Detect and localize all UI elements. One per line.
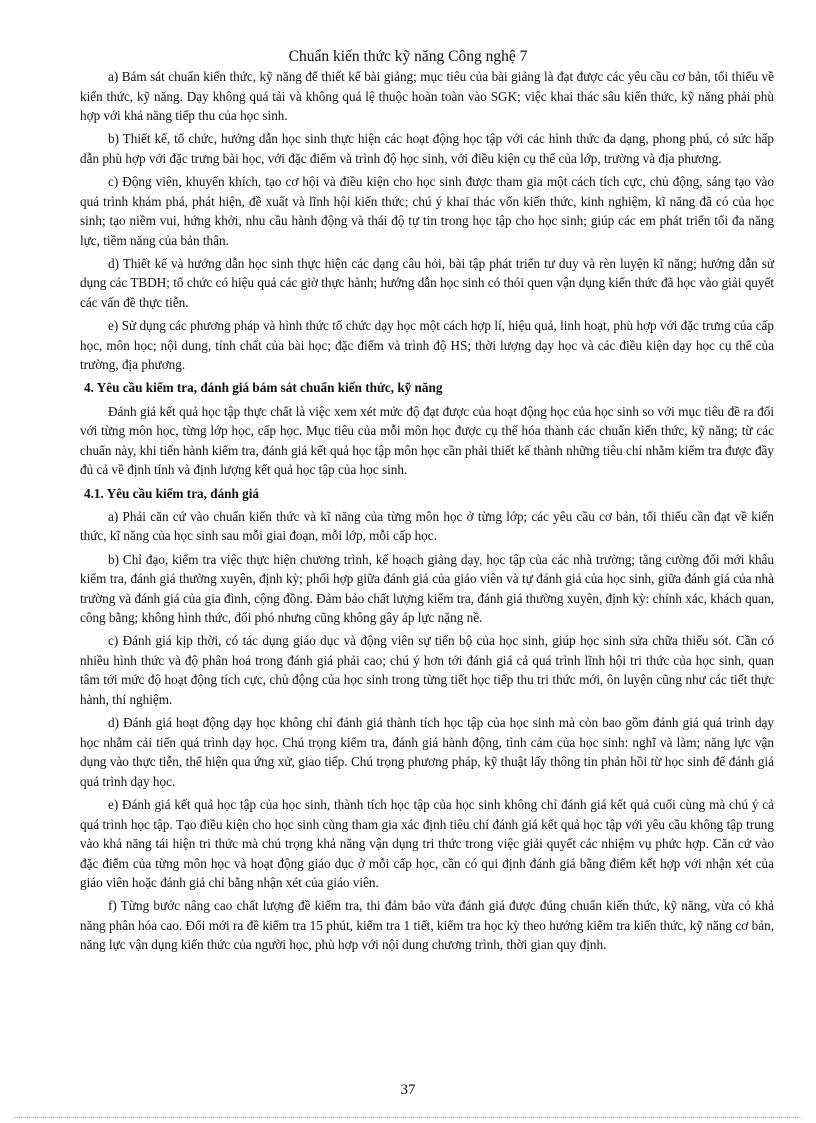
paragraph-4-1e: e) Đánh giá kết quả học tập của học sinh, thành tích học tập của học sinh không chỉ đánh giá kết quả cuối cùng mà chú ý cả quá trình học tập. Tạo điều kiện cho học sinh cùng tham gia xác định tiêu chí đánh giá kết quả học tập với yêu cầu không tập trung vào khả năng tái hiện tri thức mà chú trọng khả năng vận dụng tri thức trong việc giải quyết các nhiệm vụ phức hợp. Căn cứ vào đặc điểm của từng môn học và hoạt động giáo dục ở mỗi cấp học, cần có qui định đánh giá bằng điểm kết hợp với nhận xét của giáo viên hoặc đánh giá chỉ bằng nhận xét của giáo viên.: [80, 797, 774, 891]
paragraph-3a: a) Bám sát chuẩn kiến thức, kỹ năng để thiết kế bài giảng; mục tiêu của bài giảng là đạt được các yêu cầu cơ bản, tối thiểu về kiến thức, kỹ năng. Dạy không quá tải và không quá lệ thuộc hoàn toàn vào SGK; việc khai thác sâu kiến thức, kỹ năng phải phù hợp với khả năng tiếp thu của học sinh.: [80, 69, 774, 123]
paragraph-4-1c: c) Đánh giá kịp thời, có tác dụng giáo dục và động viên sự tiến bộ của học sinh, giúp học sinh sửa chữa thiếu sót. Cần có nhiều hình thức và độ phân hoá trong đánh giá phải cao; chú ý hơn tới đánh giá cả quá trình lĩnh hội tri thức của học sinh, quan tâm tới mức độ hoạt động tích cực, chủ động của học sinh trong từng tiết học tiếp thu tri thức mới, ôn luyện cũng như các tiết thực hành, thí nghiệm.: [80, 633, 774, 707]
footer-divider: [14, 1117, 802, 1118]
page-content: [80, 67, 774, 959]
paragraph-4-1d: d) Đánh giá hoạt động dạy học không chỉ đánh giá thành tích học tập của học sinh mà còn bao gồm đánh giá quá trình dạy học nhằm cải tiến quá trình dạy học. Chú trọng kiểm tra, đánh giá hành động, tình cảm của học sinh: nghĩ và làm; năng lực vận dụng vào thực tiễn, thể hiện qua ứng xử, giao tiếp. Chú trọng phương pháp, kỹ thuật lấy thông tin phản hồi từ học sinh để đánh giá quá trình dạy học.: [80, 715, 774, 789]
paragraph-3d: d) Thiết kế và hướng dẫn học sinh thực hiện các dạng câu hỏi, bài tập phát triển tư duy và rèn luyện kĩ năng; hướng dẫn sử dụng các TBDH; tổ chức có hiệu quả các giờ thực hành; hướng dẫn học sinh có thói quen vận dụng kiến thức đã học vào giải quyết các vấn đề thực tiễn.: [80, 255, 774, 310]
paragraph-3c: c) Động viên, khuyến khích, tạo cơ hội và điều kiện cho học sinh được tham gia một cách tích cực, chủ động, sáng tạo vào quá trình khám phá, phát hiện, đề xuất và lĩnh hội kiến thức; chú ý khai thác vốn kiến thức, kinh nghiệm, kĩ năng đã có của học sinh; tạo niềm vui, hứng khởi, nhu cầu hành động và thái độ tự tin trong học tập cho học sinh; giúp các em phát triển tối đa năng lực, tiềm năng của bản thân.: [80, 174, 774, 248]
paragraph-4-1b: b) Chỉ đạo, kiểm tra việc thực hiện chương trình, kế hoạch giảng dạy, học tập của các nhà trường; tăng cường đổi mới khâu kiểm tra, đánh giá thường xuyên, định kỳ; phối hợp giữa đánh giá của giáo viên và tự đánh giá của học sinh, giữa đánh giá của nhà trường và đánh giá của gia đình, cộng đồng. Đảm bảo chất lượng kiểm tra, đánh giá thường xuyên, định kỳ: chính xác, khách quan, công bằng; không hình thức, đối phó nhưng cũng không gây áp lực nặng nề.: [80, 551, 774, 626]
paragraph-4-1f: f) Từng bước nâng cao chất lượng đề kiểm tra, thi đảm bảo vừa đánh giá được đúng chuẩn kiến thức, kỹ năng, vừa có khả năng phân hóa cao. Đổi mới ra đề kiểm tra 15 phút, kiểm tra 1 tiết, kiểm tra học kỳ theo hướng kiểm tra kiến thức, kỹ năng cơ bản, năng lực vận dụng kiến thức của người học, phù hợp với nội dung chương trình, thời gian quy định.: [80, 898, 774, 953]
page-header-title: Chuẩn kiến thức kỹ năng Công nghệ 7: [288, 48, 528, 65]
paragraph-3b: b) Thiết kế, tổ chức, hướng dẫn học sinh thực hiện các hoạt động học tập với các hình thức đa dạng, phong phú, có sức hấp dẫn phù hợp với đặc trưng bài học, với đặc điểm và trình độ học sinh, với điều kiện cụ thể của lớp, trường và địa phương.: [80, 131, 774, 166]
section-4-intro: Đánh giá kết quả học tập thực chất là việc xem xét mức độ đạt được của hoạt động học của học sinh so với mục tiêu đề ra đối với từng môn học, từng lớp học, cấp học. Mục tiêu của mỗi môn học được cụ thể hóa thành các chuẩn kiến thức, kỹ năng; từ các chuẩn này, khi tiến hành kiểm tra, đánh giá kết quả học tập môn học cần phải thiết kế thành những tiêu chí nhằm kiểm tra được đầy đủ cả về định tính và định lượng kết quả học tập của học sinh.: [80, 403, 774, 478]
section-4-heading: 4. Yêu cầu kiểm tra, đánh giá bám sát chuẩn kiến thức, kỹ năng: [84, 380, 443, 396]
section-4-1-heading: 4.1. Yêu cầu kiểm tra, đánh giá: [84, 485, 259, 501]
paragraph-4-1a: a) Phải căn cứ vào chuẩn kiến thức và kĩ năng của từng môn học ở từng lớp; các yêu cầu cơ bản, tối thiểu cần đạt về kiến thức, kĩ năng của học sinh sau mỗi giai đoạn, mỗi lớp, mỗi cấp học.: [80, 508, 774, 544]
page-number: 37: [400, 1082, 416, 1098]
paragraph-3e: e) Sử dụng các phương pháp và hình thức tổ chức dạy học một cách hợp lí, hiệu quả, linh hoạt, phù hợp với đặc trưng của cấp học, môn học; nội dung, tính chất của bài học; đặc điểm và trình độ HS; thời lượng dạy học và các điều kiện dạy học cụ thể của trường, địa phương.: [80, 318, 774, 373]
